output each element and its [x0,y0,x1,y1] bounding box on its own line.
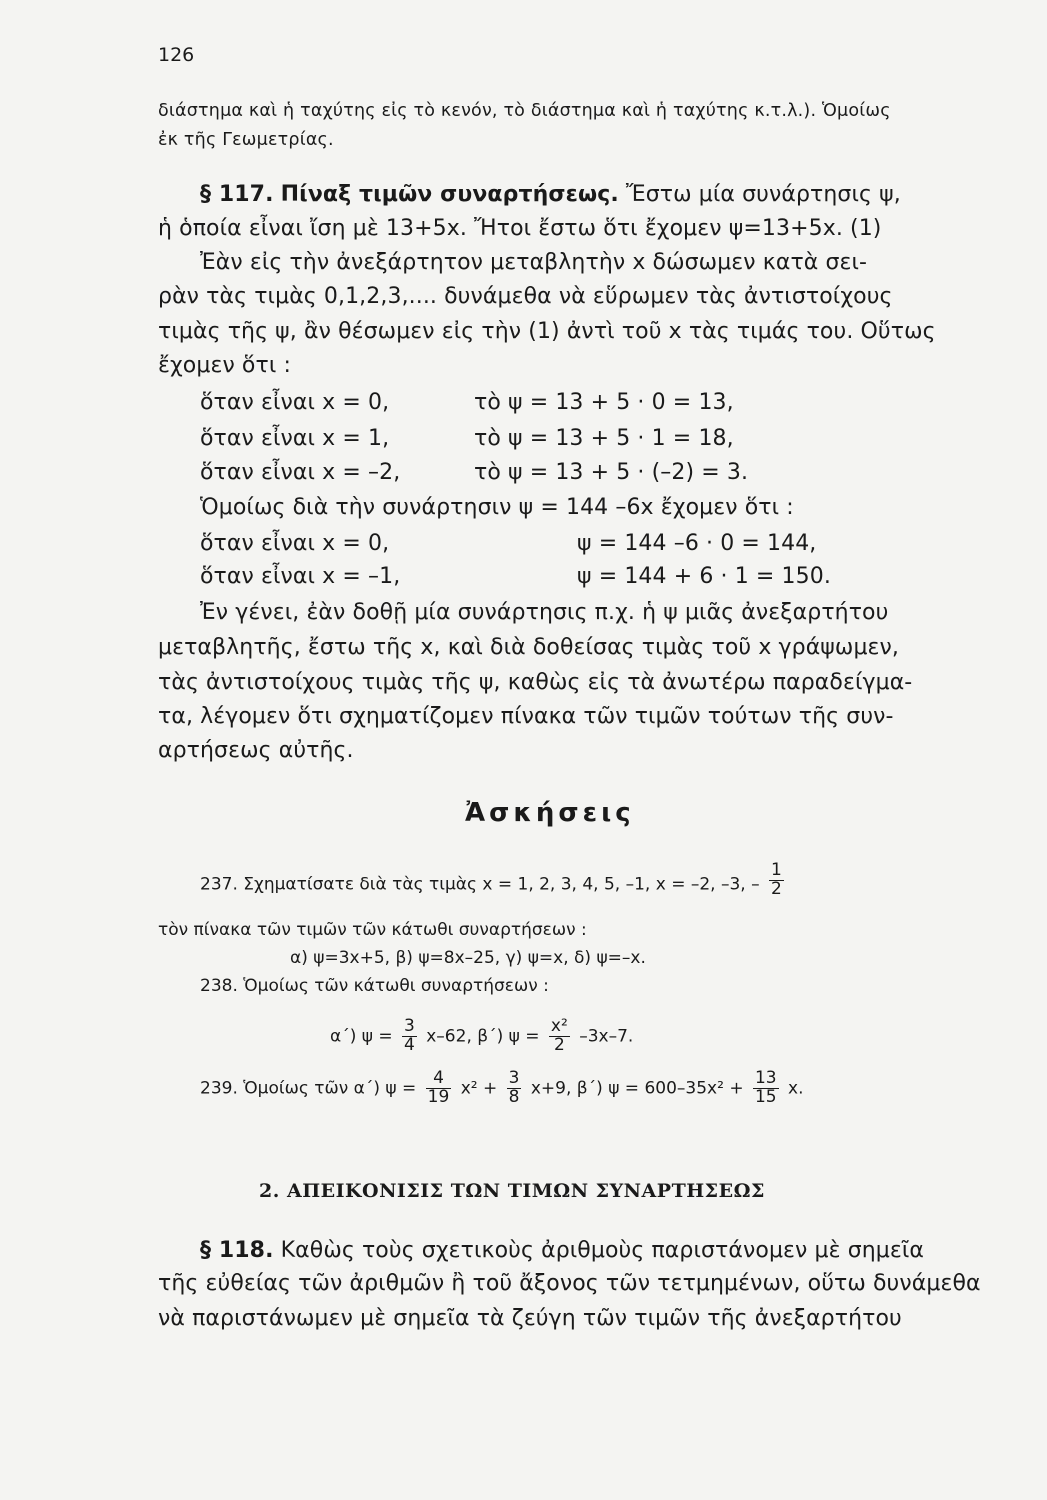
exercise-239-fraction-3 [753,1070,779,1107]
closing-line: τὰς ἀντιστοίχους τιμὰς τῆς ψ, καθὼς εἰς τὰ ἀνωτέρω παραδείγμα- [158,670,913,695]
exercise-239-end: x. [788,1078,804,1099]
section-118-line: τῆς εὐθείας τῶν ἀριθμῶν ἢ τοῦ ἄξονος τῶν τετμημένων, οὕτω δυνάμεθα [158,1271,981,1296]
exercise-239-fraction-1 [426,1070,452,1107]
exercise-239-prefix: 239. Ὁμοίως τῶν α΄) ψ = [200,1078,417,1099]
fraction-numerator: 3 [404,1016,415,1036]
fraction-denominator: 15 [754,1086,777,1107]
closing-line: Ἐν γένει, ἐὰν δοθῇ μία συνάρτησις π.χ. ἡ ψ μιᾶς ἀνεξαρτήτου [200,600,889,625]
section-117-first-line [200,182,901,207]
fraction-denominator: 2 [771,878,782,899]
fraction-denominator: 2 [553,1034,565,1055]
closing-line: αρτήσεως αὐτῆς. [158,738,354,763]
exercise-238-b-fraction [549,1018,570,1055]
similar-line: Ὁμοίως διὰ τὴν συνάρτησιν ψ = 144 –6x ἔχομεν ὅτι : [200,495,794,520]
section-118-line: νὰ παριστάνωμεν μὲ σημεῖα τὰ ζεύγη τῶν τιμῶν τῆς ἀνεξαρτήτου [158,1306,902,1331]
fraction-numerator: 3 [508,1068,520,1088]
table2-row-1-condition: ὅταν εἶναι x = 0, [200,531,390,556]
exercise-237 [200,860,788,903]
table2-row-2-value: ψ = 144 + 6 · 1 = 150. [577,564,831,589]
fraction-denominator: 4 [404,1034,415,1055]
fraction-numerator: 4 [426,1070,452,1089]
exercises-heading: Ἀσκήσεις [465,798,635,828]
exercise-239-mid-1: x² + [460,1078,498,1099]
table1-row-3-value: τὸ ψ = 13 + 5 · (–2) = 3. [474,460,749,485]
section-117-line: ἡ ὁποία εἶναι ἴση μὲ 13+5x. Ἤτοι ἔστω ὅτι ἔχομεν ψ=13+5x. (1) [158,216,882,241]
exercise-238-a-prefix: α΄) ψ = [330,1026,393,1047]
exercise-238-formulas [330,1018,633,1055]
intro-line-2: ἐκ τῆς Γεωμετρίας. [158,130,334,150]
section-117-line: ἔχομεν ὅτι : [158,353,291,378]
exercise-239-mid-2: x+9, β΄) ψ = 600–35x² + [530,1078,744,1099]
table1-row-2-value: τὸ ψ = 13 + 5 · 1 = 18, [474,426,734,451]
closing-line: μεταβλητῆς, ἔστω τῆς x, καὶ διὰ δοθείσας τιμὰς τοῦ x γράψωμεν, [158,635,900,660]
exercise-238: 238. Ὁμοίως τῶν κάτωθι συναρτήσεων : [200,976,549,996]
table2-row-2-condition: ὅταν εἶναι x = –1, [200,564,401,589]
exercise-239-fraction-2 [507,1070,522,1107]
table2-row-1-value: ψ = 144 –6 · 0 = 144, [577,531,817,556]
section-117-number: § 117. [200,182,274,207]
exercise-238-b-suffix: –3x–7. [579,1026,634,1047]
intro-line-1: διάστημα καὶ ἡ ταχύτης εἰς τὸ κενόν, τὸ διάστημα καὶ ἡ ταχύτης κ.τ.λ.). Ὁμοίως [158,101,891,121]
table1-row-1-condition: ὅταν εἶναι x = 0, [200,390,390,415]
section-117-line: τιμὰς τῆς ψ, ἂν θέσωμεν εἰς τὴν (1) ἀντὶ τοῦ x τὰς τιμάς του. Οὕτως [158,319,936,344]
fraction-numerator: 13 [754,1068,777,1088]
fraction-denominator: 8 [508,1086,520,1107]
exercise-238-a-suffix: x–62, β΄) ψ = [426,1026,540,1047]
fraction-numerator: 1 [771,860,782,880]
closing-line: τα, λέγομεν ὅτι σχηματίζομεν πίνακα τῶν τιμῶν τούτων τῆς συν- [158,704,894,729]
table1-row-1-value: τὸ ψ = 13 + 5 · 0 = 13, [474,390,734,415]
section-117-line1-rest: Ἔστω μία συνάρτησις ψ, [625,182,901,207]
section-118-line1-rest: Καθὼς τοὺς σχετικοὺς ἀριθμοὺς παριστάνομεν μὲ σημεῖα [280,1238,925,1263]
exercise-238-a-fraction [402,1018,417,1055]
exercise-237-fraction [769,862,784,899]
section-117-title: Πίναξ τιμῶν συναρτήσεως. [280,182,619,207]
exercise-237-text: 237. Σχηματίσατε διὰ τὰς τιμὰς x = 1, 2, 3, 4, 5, –1, x = –2, –3, – [200,874,760,895]
section-117-line: ρὰν τὰς τιμὰς 0,1,2,3,.... δυνάμεθα νὰ εὕρωμεν τὰς ἀντιστοίχους [158,284,893,309]
exercise-237-line-2: τὸν πίνακα τῶν τιμῶν τῶν κάτωθι συναρτήσεων : [158,920,587,940]
exercise-239 [200,1070,803,1107]
fraction-numerator: x² [550,1016,568,1036]
table1-row-3-condition: ὅταν εἶναι x = –2, [200,460,401,485]
page-number: 126 [158,44,195,66]
exercise-237-line-3: α) ψ=3x+5, β) ψ=8x–25, γ) ψ=x, δ) ψ=–x. [290,948,646,968]
section-117-line: Ἐὰν εἰς τὴν ἀνεξάρτητον μεταβλητὴν x δώσωμεν κατὰ σει- [200,250,868,275]
section-118-first-line [200,1238,924,1263]
chapter-title: 2. ΑΠΕΙΚΟΝΙΣΙΣ ΤΩΝ ΤΙΜΩΝ ΣΥΝΑΡΤΗΣΕΩΣ [259,1180,765,1202]
table1-row-2-condition: ὅταν εἶναι x = 1, [200,426,390,451]
section-118-number: § 118. [200,1238,274,1263]
fraction-denominator: 19 [427,1086,450,1107]
